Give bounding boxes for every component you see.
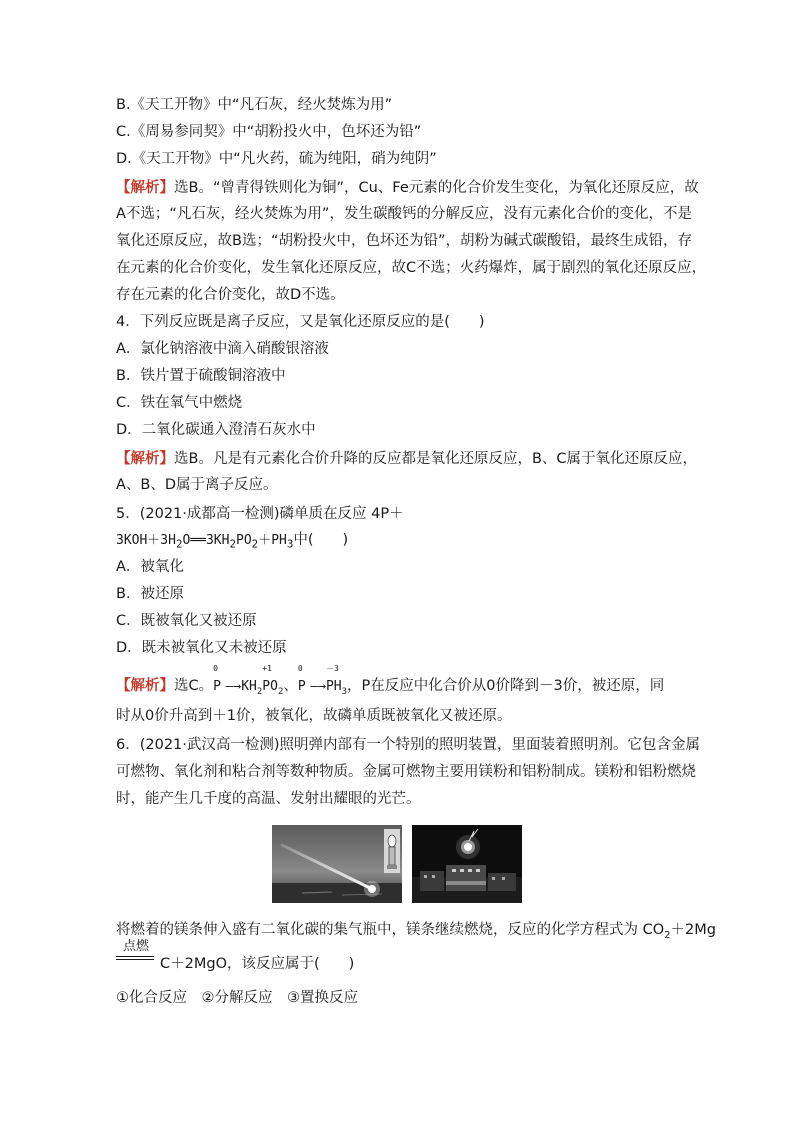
eq-subscript: 2 [229, 537, 236, 551]
q3-option-c: C.《周易参同契》中“胡粉投火中，色坏还为铅” [116, 124, 422, 140]
equation-bar [116, 959, 154, 960]
q5-stem: 5．(2021·成都高一检测)磷单质在反应 4P＋ [116, 506, 404, 522]
eq-part: O══3KH [182, 533, 230, 548]
q3-analysis-line: 在元素的化合价变化，发生氧化还原反应，故C不选；火药爆炸，属于剧烈的氧化还原反应， [116, 260, 707, 276]
eq-part: 3KOH＋3H [116, 533, 176, 548]
q5-analysis-line: 时从0价升高到＋1价，被氧化，故磷单质既被氧化又被还原。 [116, 708, 512, 724]
reaction-arrow: —→ [310, 679, 326, 694]
equation-text: 将燃着的镁条伸入盛有二氧化碳的集气瓶中，镁条继续燃烧，反应的化学方程式为 CO [116, 922, 665, 938]
q4-stem: 4．下列反应既是离子反应，又是氧化还原反应的是( ) [116, 314, 485, 330]
q6-stem-line: 可燃物、氧化剂和粘合剂等数种物质。金属可燃物主要用镁粉和铝粉制成。镁粉和铝粉燃烧 [116, 764, 696, 780]
formula-part: H [333, 679, 342, 694]
q3-analysis-line: 存在元素的化合价变化，故D不选。 [116, 287, 345, 303]
eq-part: PO [236, 533, 252, 548]
flare-streak-photo [272, 825, 402, 903]
flare-night-photo [412, 825, 522, 903]
q5-equation [116, 530, 348, 555]
q5-option-d: D．既未被氧化又未被还原 [116, 640, 287, 656]
formula-subscript: 2 [277, 686, 284, 697]
flare-night-image [412, 825, 522, 903]
q4-analysis-line [116, 449, 697, 469]
eq-subscript: 2 [251, 537, 259, 551]
p-with-oxidation-state [213, 664, 221, 697]
oxidation-state: 0 [213, 664, 218, 673]
eq-subscript: 3 [286, 537, 294, 551]
q5-option-c: C．既被氧化又被还原 [116, 613, 257, 629]
analysis-text: 选B。凡是有元素化合价升降的反应都是氧化还原反应，B、C属于氧化还原反应， [174, 451, 698, 467]
flare-streak-image [272, 825, 402, 903]
analysis-text: 选B。“曾青得铁则化为铜”，Cu、Fe元素的化合价发生变化，为氧化还原反应，故 [174, 180, 699, 196]
element-symbol: P [213, 679, 221, 694]
formula-subscript: 2 [256, 686, 263, 697]
analysis-tag: 【解析】 [116, 180, 174, 196]
q3-analysis-line [116, 178, 699, 198]
equation-subscript: 2 [664, 929, 671, 941]
q3-analysis-line: A不选；“凡石灰，经火焚炼为用”，发生碳酸钙的分解反应，没有元素化合价的变化，不是 [116, 206, 692, 222]
oxidation-state: +1 [262, 664, 272, 673]
formula-part: O [270, 679, 278, 694]
formula-part: KH [241, 679, 257, 694]
reaction-arrow: —→ [225, 679, 242, 694]
eq-subscript: 2 [175, 537, 183, 551]
q3-analysis-line: 氧化还原反应，故B选；“胡粉投火中，色坏还为铅”，胡粉为碱式碳酸铅，最终生成铅，存 [116, 233, 692, 249]
eq-part: 中( ) [293, 532, 349, 548]
q5-option-b: B．被还原 [116, 586, 184, 602]
q6-equation-line [116, 920, 716, 946]
analysis-tag: 【解析】 [116, 451, 174, 467]
q4-analysis-line: A、B、D属于离子反应。 [116, 477, 278, 493]
reaction-condition: 点燃 [122, 939, 149, 954]
q4-option-a: A．氯化钠溶液中滴入硝酸银溶液 [116, 341, 329, 357]
q3-option-b: B.《天工开物》中“凡石灰，经火焚炼为用” [116, 97, 393, 113]
analysis-text: 选C。 [174, 678, 214, 694]
equation-text: ＋2Mg [670, 922, 716, 938]
element-symbol: P [325, 679, 334, 694]
p-with-oxidation-state [262, 664, 272, 697]
q6-equation-rest: C＋2MgO，该反应属于( ) [160, 956, 355, 972]
q6-stem-line: 时，能产生几千度的高温、发射出耀眼的光芒。 [116, 791, 421, 807]
formula-subscript: 3 [341, 686, 348, 697]
q4-option-b: B．铁片置于硫酸铜溶液中 [116, 368, 286, 384]
q3-option-d: D.《天工开物》中“凡火药，硫为纯阳，硝为纯阴” [116, 151, 437, 167]
analysis-tag: 【解析】 [116, 678, 174, 694]
q4-option-d: D．二氧化碳通入澄清石灰水中 [116, 422, 316, 438]
element-symbol: P [297, 679, 306, 694]
p-with-oxidation-state [297, 664, 306, 697]
equation-bar [116, 956, 154, 957]
oxidation-state: －3 [325, 664, 339, 673]
q4-option-c: C．铁在氧气中燃烧 [116, 395, 243, 411]
separator: 、 [283, 678, 298, 694]
element-symbol: P [262, 679, 271, 694]
eq-part: ＋PH [258, 533, 287, 548]
q5-option-a: A．被氧化 [116, 559, 184, 575]
q6-stem-line: 6．(2021·武汉高一检测)照明弹内部有一个特别的照明装置，里面装着照明剂。它包含金属 [116, 737, 701, 753]
p-with-oxidation-state [325, 664, 339, 697]
oxidation-state: 0 [297, 664, 303, 673]
analysis-text: ，P在反应中化合价从0价降到－3价，被还原，同 [347, 678, 665, 694]
q6-options: ①化合反应 ②分解反应 ③置换反应 [116, 990, 358, 1006]
q5-analysis-line [116, 664, 665, 702]
